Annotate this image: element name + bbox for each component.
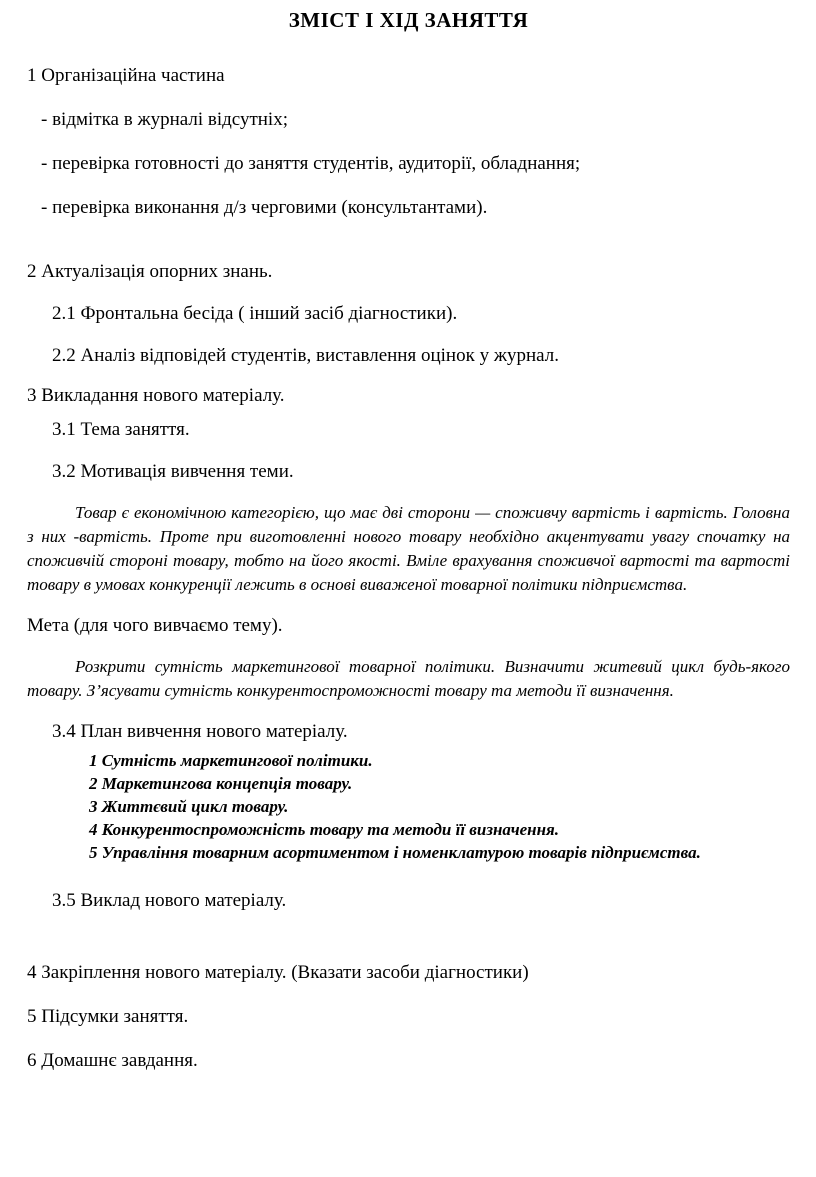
- section1-item: - відмітка в журналі відсутніх;: [41, 109, 288, 130]
- section4-heading: 4 Закріплення нового матеріалу. (Вказати засоби діагностики): [27, 962, 529, 983]
- plan-item: 3 Життєвий цикл товару.: [89, 797, 289, 816]
- section5-heading: 5 Підсумки заняття.: [27, 1006, 189, 1027]
- section1-heading: 1 Організаційна частина: [27, 65, 225, 86]
- plan-item: 2 Маркетингова концепція товару.: [89, 774, 353, 793]
- section3-sub1: 3.1 Тема заняття.: [52, 419, 190, 440]
- section2-subitem: 2.2 Аналіз відповідей студентів, виставлення оцінок у журнал.: [52, 345, 559, 366]
- section6-heading: 6 Домашнє завдання.: [27, 1050, 198, 1071]
- section3-sub2: 3.2 Мотивація вивчення теми.: [52, 461, 294, 482]
- section1-item: - перевірка готовності до заняття студентів, аудиторії, обладнання;: [41, 153, 581, 174]
- plan-item: 1 Сутність маркетингової політики.: [89, 751, 373, 770]
- section3-heading: 3 Викладання нового матеріалу.: [27, 385, 285, 406]
- section2-heading: 2 Актуалізація опорних знань.: [27, 261, 273, 282]
- meta-heading: Мета (для чого вивчаємо тему).: [27, 615, 283, 636]
- document-title: ЗМІСТ І ХІД ЗАНЯТТЯ: [288, 8, 529, 32]
- section1-item: - перевірка виконання д/з черговими (консультантами).: [41, 197, 488, 218]
- plan-list: [89, 749, 790, 864]
- plan-item: 5 Управління товарним асортиментом і номенклатурою товарів підприємства.: [89, 843, 701, 862]
- section3-sub4: 3.4 План вивчення нового матеріалу.: [52, 721, 348, 742]
- meta-paragraph: Розкрити сутність маркетингової товарної політики. Визначити житевий цикл будь-якого товару. З’ясувати сутність конкурентоспроможності товару та методи її визначення.: [27, 657, 790, 700]
- plan-item: 4 Конкурентоспроможність товару та методи її визначення.: [89, 820, 560, 839]
- section3-sub5: 3.5 Виклад нового матеріалу.: [52, 890, 287, 911]
- section2-subitem: 2.1 Фронтальна бесіда ( інший засіб діагностики).: [52, 303, 458, 324]
- topic-motivation-paragraph: Товар є економічною категорією, що має дві сторони — споживчу вартість і вартість. Головна з них -вартість. Проте при виготовленні нового товару необхідно акцентувати увагу спочатку на споживчій стороні товару, тобто на його якості. Вміле врахування споживчої вартості та вартості товару в умовах конкуренції лежить в основі виваженої товарної політики підприємства.: [27, 503, 790, 594]
